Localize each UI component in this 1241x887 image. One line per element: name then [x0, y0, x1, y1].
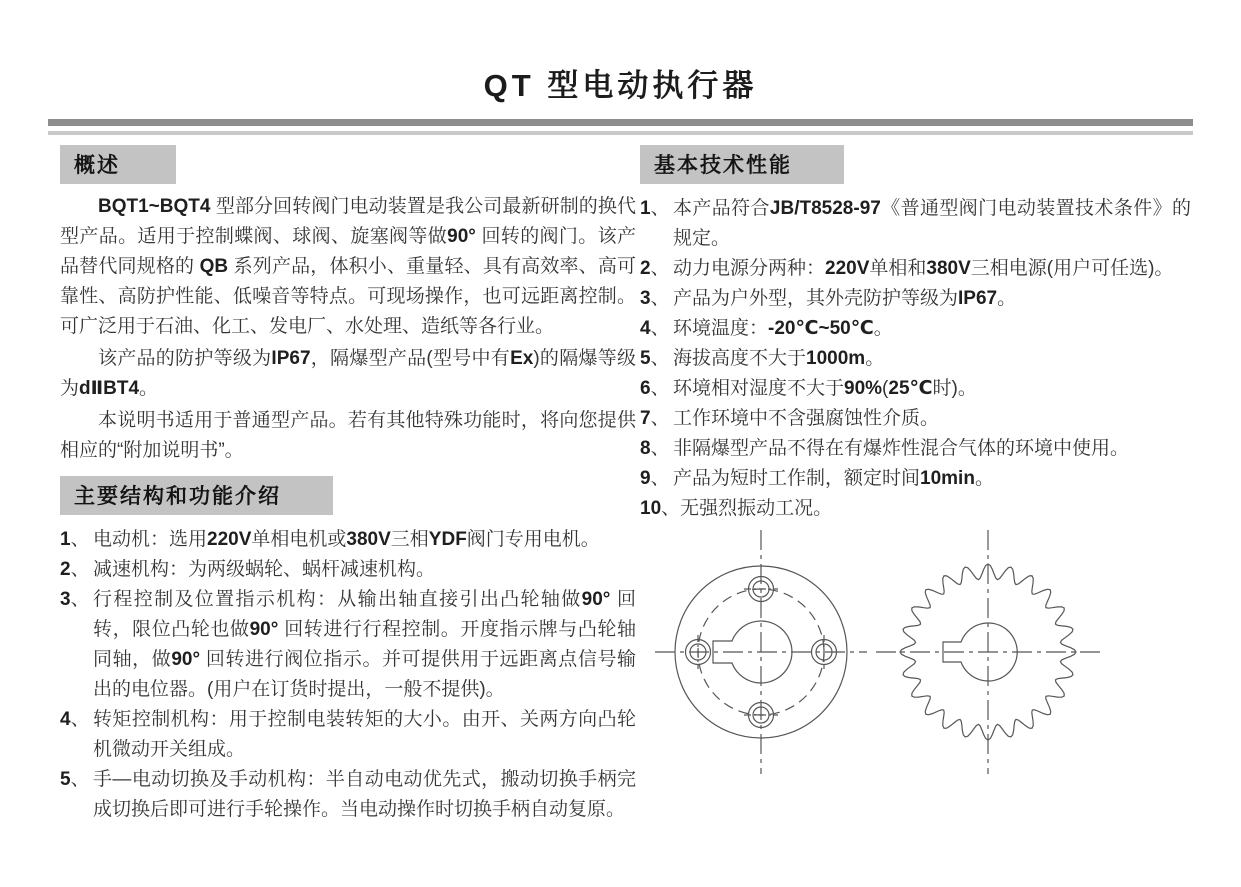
list-item [640, 344, 1191, 374]
list-item-number: 3、 [640, 288, 670, 309]
list-item-number: 9、 [640, 468, 670, 489]
paragraph: 该产品的防护等级为IP67，隔爆型产品(型号中有Ex)的隔爆等级为dⅡBT4。 [60, 348, 636, 399]
list-item [60, 555, 636, 585]
list-item-number: 8、 [640, 438, 670, 459]
list-item-text: 电动机：选用220V单相电机或380V三相YDF阀门专用电机。 [93, 529, 600, 550]
list-item-number: 3、 [60, 589, 90, 610]
flange-drawing [650, 526, 872, 778]
list-item [60, 525, 636, 555]
list-item [640, 434, 1191, 464]
list-item-number: 7、 [640, 408, 670, 429]
title-divider [48, 119, 1193, 135]
list-item [640, 314, 1191, 344]
list-item-text: 环境相对湿度不大于90%(25℃时)。 [673, 378, 977, 399]
list-item-text: 工作环境中不含强腐蚀性介质。 [673, 408, 940, 429]
list-item-number: 2、 [640, 258, 670, 279]
list-item-number: 10、 [640, 498, 681, 519]
list-item [640, 254, 1191, 284]
right-column [640, 145, 1191, 825]
list-item-number: 5、 [60, 769, 90, 790]
technical-drawings [650, 526, 1191, 778]
list-item-number: 6、 [640, 378, 670, 399]
list-item-text: 产品为户外型，其外壳防护等级为IP67。 [673, 288, 1017, 309]
list-item-text: 动力电源分两种：220V单相和380V三相电源(用户可任选)。 [673, 258, 1174, 279]
list-item-text: 产品为短时工作制，额定时间10min。 [673, 468, 994, 489]
gear-drawing [872, 526, 1104, 778]
manual-page [0, 60, 1241, 887]
list-item [640, 464, 1191, 494]
paragraph: 本说明书适用于普通型产品。若有其他特殊功能时，将向您提供相应的“附加说明书”。 [60, 410, 636, 461]
list-item-text: 无强烈振动工况。 [680, 498, 833, 519]
left-column [60, 145, 636, 825]
list-item [640, 374, 1191, 404]
list-item-number: 1、 [640, 198, 670, 219]
list-item-text: 非隔爆型产品不得在有爆炸性混合气体的环境中使用。 [673, 438, 1130, 459]
list-item-number: 5、 [640, 348, 670, 369]
two-column-layout [60, 145, 1191, 825]
performance-heading: 基本技术性能 [640, 145, 844, 184]
list-item [640, 284, 1191, 314]
list-item-text: 转矩控制机构：用于控制电装转矩的大小。由开、关两方向凸轮机微动开关组成。 [93, 709, 636, 760]
list-item [640, 194, 1191, 254]
list-item-text: 本产品符合JB/T8528-97《普通型阀门电动装置技术条件》的规定。 [673, 198, 1191, 249]
list-item [640, 494, 1191, 524]
list-item [640, 404, 1191, 434]
list-item-text: 环境温度：-20℃~50℃。 [673, 318, 893, 339]
structure-list [60, 525, 636, 825]
divider-dark-bar [48, 119, 1193, 126]
overview-heading: 概述 [60, 145, 176, 184]
overview-paragraphs [60, 192, 636, 466]
performance-list [640, 194, 1191, 524]
list-item-text: 减速机构：为两级蜗轮、蜗杆减速机构。 [93, 559, 436, 580]
list-item-text: 行程控制及位置指示机构：从输出轴直接引出凸轮轴做90° 回转，限位凸轮也做90° 回转进行行程控制。开度指示牌与凸轮轴同轴，做90° 回转进行阀位指示。并可提供用于远距离点信号输出的电位器。(用户在订货时提出，一般不提供)。 [93, 589, 636, 700]
structure-heading: 主要结构和功能介绍 [60, 476, 333, 515]
list-item-number: 1、 [60, 529, 90, 550]
list-item [60, 705, 636, 765]
list-item-text: 海拔高度不大于1000m。 [673, 348, 885, 369]
page-title: QT 型电动执行器 [483, 68, 758, 103]
list-item-number: 4、 [60, 709, 90, 730]
list-item-text: 手—电动切换及手动机构：半自动电动优先式，搬动切换手柄完成切换后即可进行手轮操作。当电动操作时切换手柄自动复原。 [93, 769, 636, 820]
paragraph: BQT1~BQT4 型部分回转阀门电动装置是我公司最新研制的换代型产品。适用于控制蝶阀、球阀、旋塞阀等做90° 回转的阀门。该产品替代同规格的 QB 系列产品，体积小、重量轻、具有高效率、高可靠性、高防护性能、低噪音等特点。可现场操作，也可远距离控制。可广泛用于石油、化工、发电厂、水处理、造纸等各行业。 [60, 196, 637, 337]
divider-light-bar [48, 131, 1193, 135]
list-item [60, 585, 636, 705]
list-item [60, 765, 636, 825]
list-item-number: 4、 [640, 318, 670, 339]
list-item-number: 2、 [60, 559, 90, 580]
